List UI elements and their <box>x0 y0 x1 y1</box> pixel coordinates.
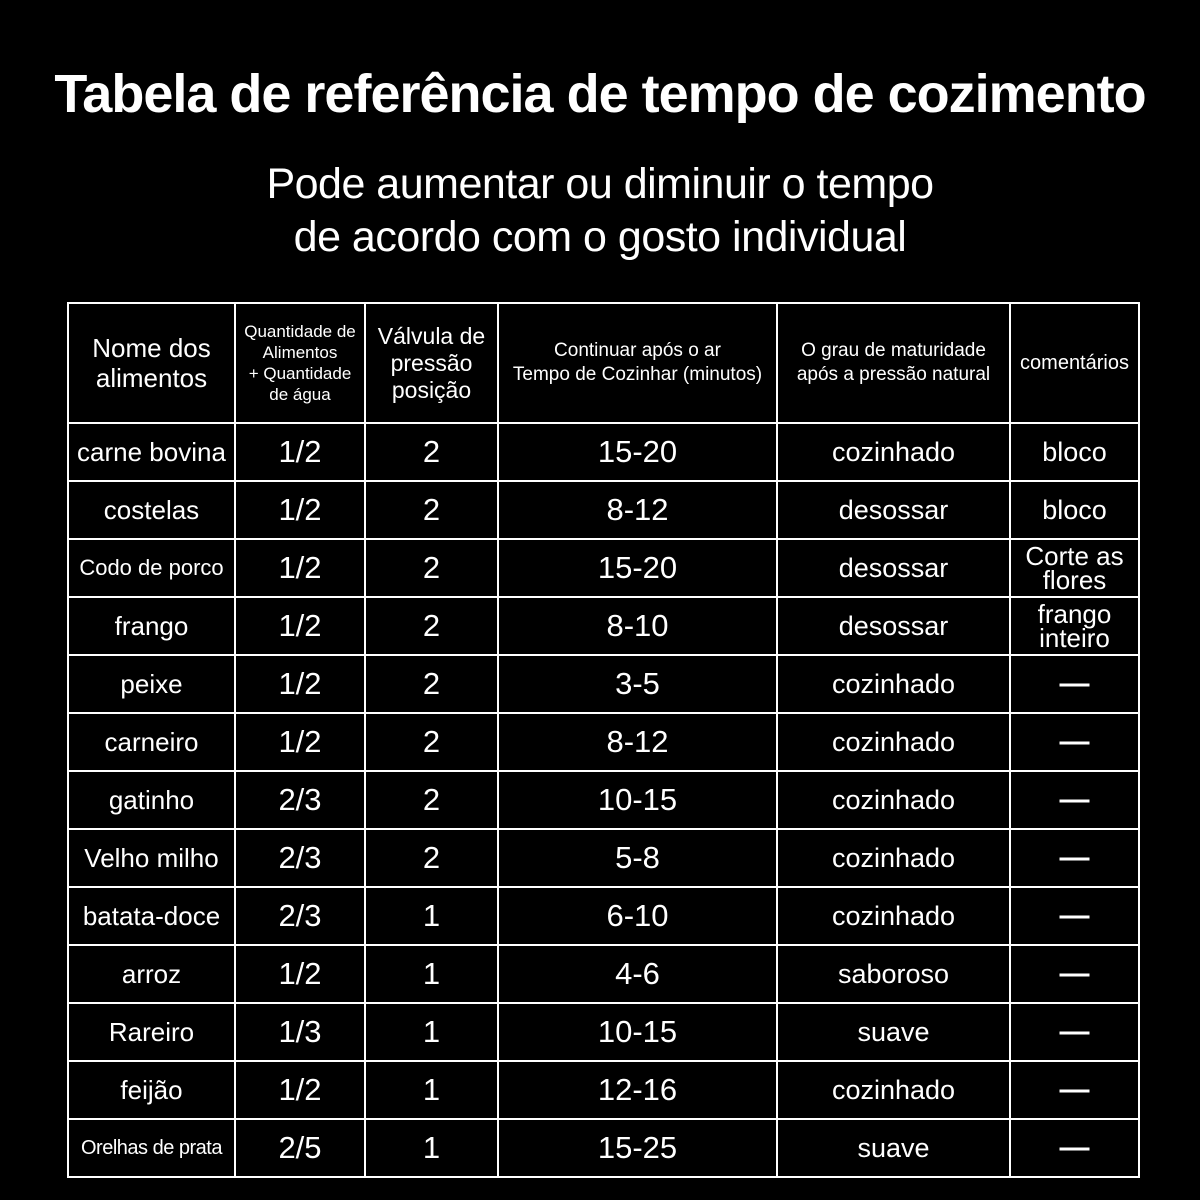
subtitle-line-1: Pode aumentar ou diminuir o tempo <box>266 160 934 208</box>
table-row <box>68 1003 1139 1061</box>
cell-food-name: costelas <box>68 481 235 539</box>
cell-quantity: 1/2 <box>235 597 365 655</box>
table-row <box>68 1119 1139 1177</box>
cell-food-name: feijão <box>68 1061 235 1119</box>
cell-comment: Corte as flores <box>1010 539 1139 597</box>
cell-quantity: 1/2 <box>235 1061 365 1119</box>
cell-comment: — <box>1010 655 1139 713</box>
table-row <box>68 829 1139 887</box>
cell-quantity: 2/3 <box>235 771 365 829</box>
cell-valve-position: 2 <box>365 713 498 771</box>
cell-quantity: 1/2 <box>235 713 365 771</box>
cell-cooking-time: 10-15 <box>498 1003 777 1061</box>
cell-comment: bloco <box>1010 423 1139 481</box>
cell-valve-position: 2 <box>365 423 498 481</box>
cell-food-name: gatinho <box>68 771 235 829</box>
cell-cooking-time: 5-8 <box>498 829 777 887</box>
cell-cooking-time: 3-5 <box>498 655 777 713</box>
cell-quantity: 1/2 <box>235 481 365 539</box>
cell-food-name: Codo de porco <box>68 539 235 597</box>
cell-maturity: cozinhado <box>777 887 1010 945</box>
cell-comment: — <box>1010 1003 1139 1061</box>
cell-maturity: desossar <box>777 481 1010 539</box>
table-row <box>68 481 1139 539</box>
cell-valve-position: 2 <box>365 655 498 713</box>
header-quantity: Quantidade de Alimentos + Quantidade de água <box>235 303 365 423</box>
page-subtitle <box>0 158 1200 264</box>
cell-food-name: Velho milho <box>68 829 235 887</box>
cell-cooking-time: 15-20 <box>498 423 777 481</box>
cell-maturity: cozinhado <box>777 771 1010 829</box>
cell-comment: — <box>1010 945 1139 1003</box>
cell-maturity: cozinhado <box>777 1061 1010 1119</box>
cell-cooking-time: 8-12 <box>498 481 777 539</box>
cell-comment: — <box>1010 1061 1139 1119</box>
cell-food-name: frango <box>68 597 235 655</box>
cell-food-name: batata-doce <box>68 887 235 945</box>
cell-maturity: cozinhado <box>777 423 1010 481</box>
cell-valve-position: 2 <box>365 597 498 655</box>
cell-valve-position: 1 <box>365 1119 498 1177</box>
cell-quantity: 1/2 <box>235 655 365 713</box>
cell-valve-position: 2 <box>365 481 498 539</box>
cell-maturity: suave <box>777 1003 1010 1061</box>
header-valve-position: Válvula de pressão posição <box>365 303 498 423</box>
cell-cooking-time: 6-10 <box>498 887 777 945</box>
cell-valve-position: 1 <box>365 1061 498 1119</box>
cell-quantity: 2/3 <box>235 829 365 887</box>
cell-comment: — <box>1010 1119 1139 1177</box>
cell-cooking-time: 15-20 <box>498 539 777 597</box>
cell-comment: — <box>1010 771 1139 829</box>
cell-maturity: cozinhado <box>777 829 1010 887</box>
table-header-row <box>68 303 1139 423</box>
cell-cooking-time: 12-16 <box>498 1061 777 1119</box>
cell-maturity: cozinhado <box>777 655 1010 713</box>
cell-maturity: desossar <box>777 597 1010 655</box>
page-title: Tabela de referência de tempo de cozimento <box>54 64 1146 124</box>
cell-quantity: 2/5 <box>235 1119 365 1177</box>
header-maturity: O grau de maturidade após a pressão natural <box>777 303 1010 423</box>
table-body <box>68 423 1139 1177</box>
cell-quantity: 1/3 <box>235 1003 365 1061</box>
cell-food-name: peixe <box>68 655 235 713</box>
cell-maturity: saboroso <box>777 945 1010 1003</box>
header-comments: comentários <box>1010 303 1139 423</box>
cooking-time-table <box>67 302 1140 1178</box>
table-row <box>68 713 1139 771</box>
cell-maturity: suave <box>777 1119 1010 1177</box>
cell-valve-position: 1 <box>365 1003 498 1061</box>
cell-cooking-time: 8-12 <box>498 713 777 771</box>
cell-comment: — <box>1010 829 1139 887</box>
cell-quantity: 1/2 <box>235 945 365 1003</box>
cell-comment: — <box>1010 887 1139 945</box>
cell-food-name: Orelhas de prata <box>68 1119 235 1177</box>
cell-valve-position: 2 <box>365 771 498 829</box>
cell-valve-position: 2 <box>365 829 498 887</box>
cell-food-name: arroz <box>68 945 235 1003</box>
cell-maturity: desossar <box>777 539 1010 597</box>
cell-cooking-time: 8-10 <box>498 597 777 655</box>
cell-food-name: Rareiro <box>68 1003 235 1061</box>
table-row <box>68 771 1139 829</box>
cell-quantity: 1/2 <box>235 423 365 481</box>
cell-comment: — <box>1010 713 1139 771</box>
cell-quantity: 2/3 <box>235 887 365 945</box>
header-cooking-time: Continuar após o ar Tempo de Cozinhar (minutos) <box>498 303 777 423</box>
cell-maturity: cozinhado <box>777 713 1010 771</box>
table-row <box>68 597 1139 655</box>
table-row <box>68 945 1139 1003</box>
cell-cooking-time: 10-15 <box>498 771 777 829</box>
cell-cooking-time: 4-6 <box>498 945 777 1003</box>
cell-cooking-time: 15-25 <box>498 1119 777 1177</box>
table-row <box>68 1061 1139 1119</box>
cell-quantity: 1/2 <box>235 539 365 597</box>
cell-comment: frango inteiro <box>1010 597 1139 655</box>
cell-food-name: carneiro <box>68 713 235 771</box>
cell-comment: bloco <box>1010 481 1139 539</box>
cell-valve-position: 1 <box>365 887 498 945</box>
cell-valve-position: 2 <box>365 539 498 597</box>
table-row <box>68 539 1139 597</box>
subtitle-line-2: de acordo com o gosto individual <box>293 213 907 261</box>
cell-valve-position: 1 <box>365 945 498 1003</box>
table-row <box>68 887 1139 945</box>
header-food-name: Nome dos alimentos <box>68 303 235 423</box>
table-row <box>68 655 1139 713</box>
cell-food-name: carne bovina <box>68 423 235 481</box>
table-row <box>68 423 1139 481</box>
